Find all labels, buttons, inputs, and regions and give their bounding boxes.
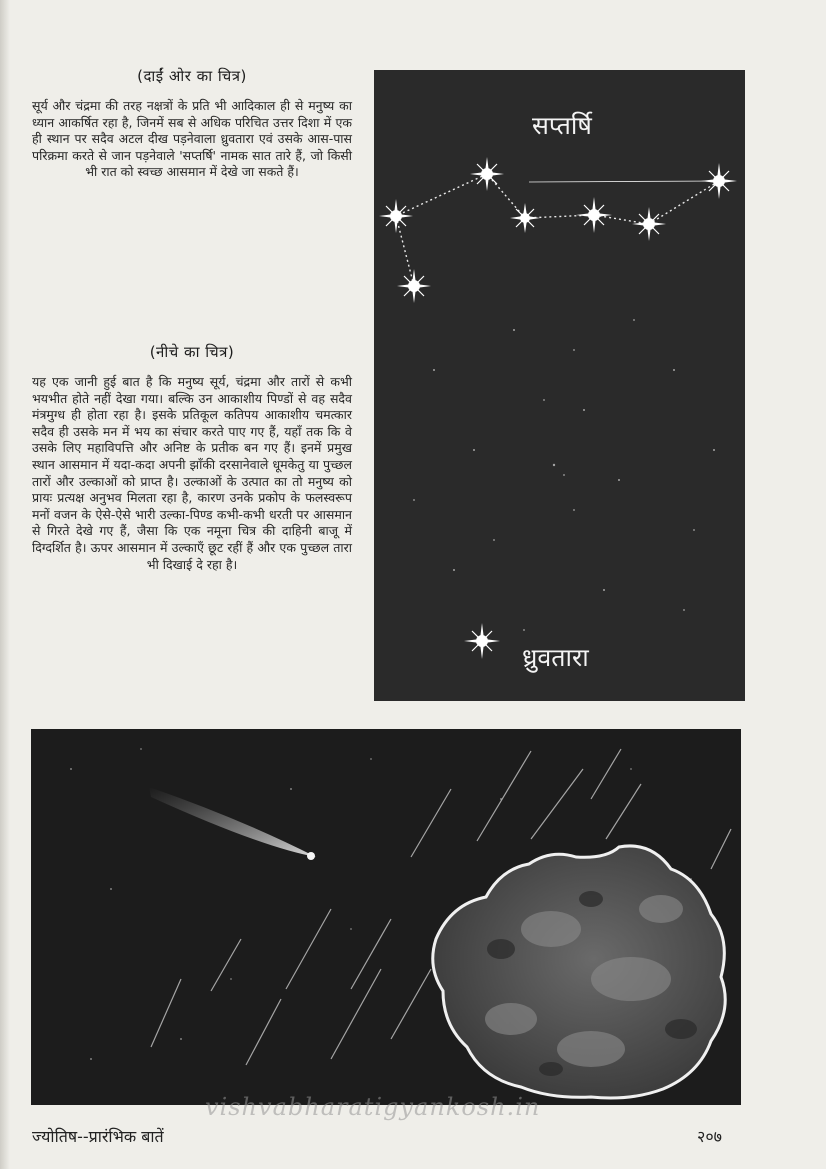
- pole-star: [464, 623, 500, 659]
- comet-and-meteorite-illustration: [31, 729, 741, 1105]
- star-4: [510, 203, 540, 233]
- right-image-caption-text: सूर्य और चंद्रमा की तरह नक्षत्रों के प्रति भी आदिकाल ही से मनुष्य का ध्यान आकर्षित रहा है, जिनमें सब से अधिक परिचित उत्तर दिशा में एक ही स्थान पर सदैव अटल दीख पड़नेवाला ध्रुवतारा एवं उसके आस-पास परिक्रमा करते से जान पड़नेवाले 'सप्तर्षि' नामक सात तारे हैं, जो किसी भी रात को स्वच्छ आसमान में देखे जा सकते हैं।: [32, 98, 352, 180]
- bottom-image-caption-heading: (नीचे का चित्र): [149, 343, 235, 361]
- page-number: २०७: [697, 1127, 722, 1146]
- star-chart-graphic: [374, 70, 745, 701]
- faint-stars: [413, 319, 715, 631]
- star-2: [397, 269, 431, 303]
- star-5: [576, 197, 612, 233]
- star-7: [701, 163, 737, 199]
- comet-head: [307, 852, 315, 860]
- constellation-lines: [396, 174, 719, 286]
- star-6: [632, 207, 666, 241]
- dhruvtara-label: ध्रुवतारा: [522, 643, 589, 672]
- footer-book-title: ज्योतिष--प्रारंभिक बातें: [32, 1127, 164, 1146]
- bottom-image-caption-text: यह एक जानी हुई बात है कि मनुष्य सूर्य, चंद्रमा और तारों से कभी भयभीत होते नहीं देखा गया। बल्कि उन आकाशीय पिण्डों से वह सदैव मंत्रमुग्ध ही होता रहा है। इसके प्रतिकूल कतिपय आकाशीय चमत्कार सदैव ही उसके मन में भय का संचार करते पाए गए हैं, यहाँ तक कि वे उसके लिए महाविपत्ति और अनिष्ट के प्रतीक बन गए हैं। इनमें प्रमुख स्थान आसमान में यदा-कदा अपनी झाँकी दरसानेवाले धूमकेतु या पुच्छल तारों और उल्काओं को प्राप्त है। उल्काओं के उत्पात का तो मनुष्य को प्रायः प्रत्यक्ष अनुभव मिलता रहा है, कारण उनके प्रकोप के फलस्वरूप मनों वजन के ऐसे-ऐसे भारी उल्का-पिण्ड कभी-कभी धरती पर आसमान से गिरते देखे गए हैं, जैसा कि एक नमूना चित्र की दाहिनी बाजू में दिग्दर्शित है। ऊपर आसमान में उल्काएँ छूट रहीं हैं और एक पुच्छल तारा भी दिखाई दे रहा है।: [32, 374, 352, 572]
- page-edge: [0, 0, 10, 1169]
- bright-stars: [379, 157, 737, 659]
- saptarishi-label: सप्तर्षि: [532, 111, 592, 140]
- saptarishi-star-chart: [374, 70, 745, 701]
- star-1: [379, 199, 413, 233]
- watermark: vishvabharatigyankosh.in: [205, 1093, 541, 1121]
- star-3: [470, 157, 504, 191]
- sky-graphic: [31, 729, 741, 1105]
- right-image-caption-heading: (दाईं ओर का चित्र): [137, 67, 247, 85]
